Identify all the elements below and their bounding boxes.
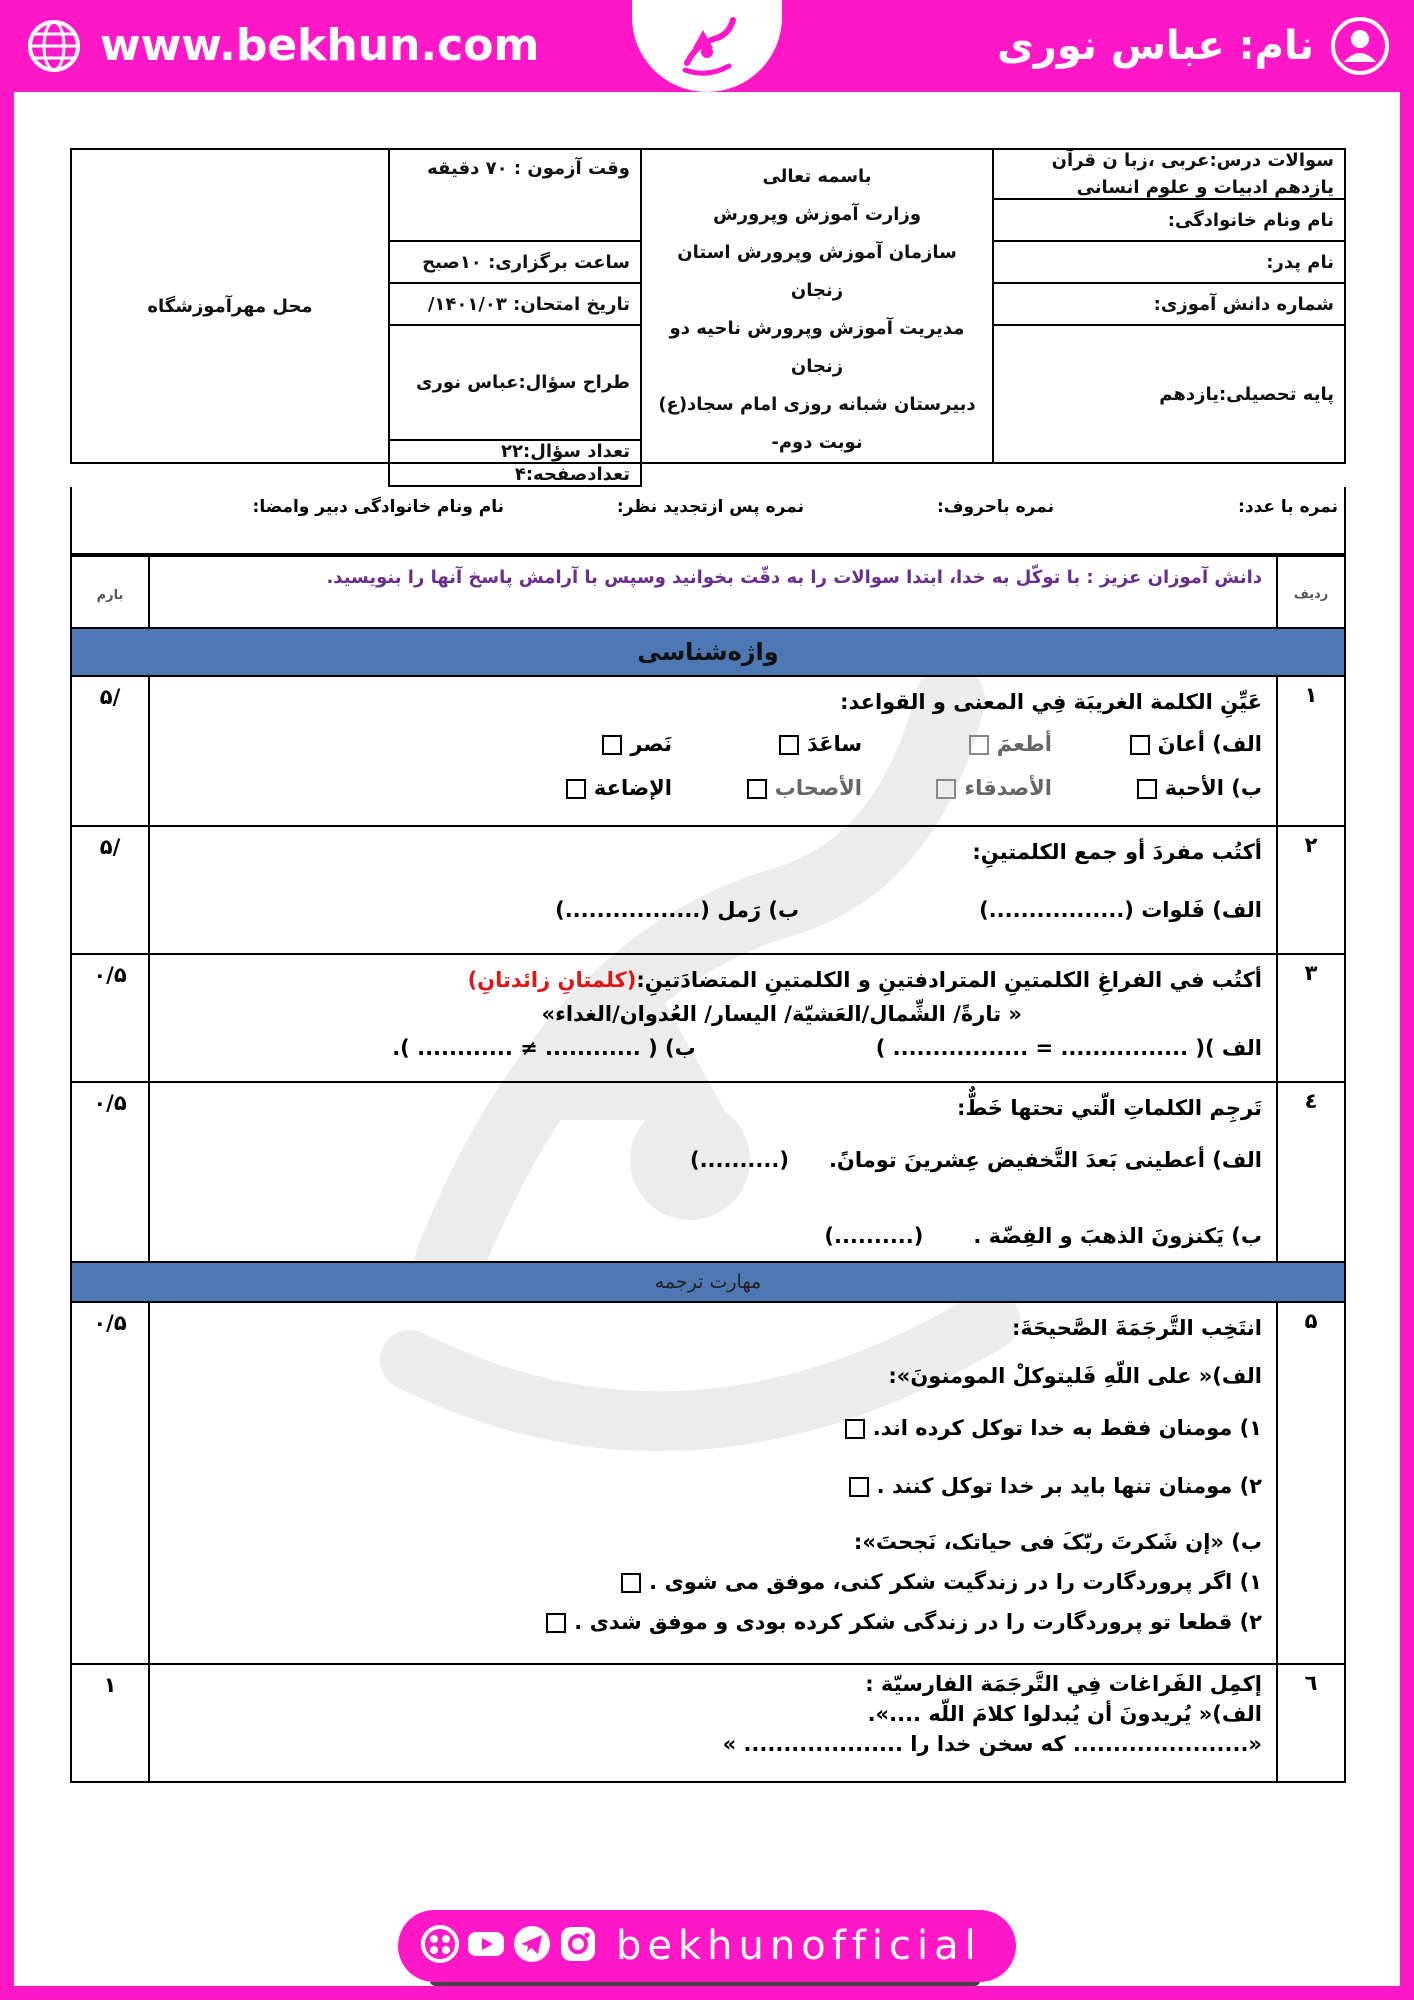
header-info-table — [70, 148, 1346, 487]
youtube-icon[interactable] — [466, 1924, 506, 1964]
instagram-icon[interactable] — [558, 1924, 598, 1964]
bekhun-logo-icon[interactable] — [667, 8, 747, 88]
q1-score: /۵ — [71, 676, 149, 826]
site-url[interactable]: www.bekhun.com — [100, 20, 540, 71]
q2: أكتُب مفردَ أو جمع الكلمتينِ: الف) فَلوات (.................) ب) رَمل (.................) — [149, 826, 1277, 954]
stamp-place: محل مهرآموزشگاه — [71, 149, 389, 463]
section-vocab: واژه‌شناسی — [71, 628, 1345, 676]
school-info: باسمه تعالی وزارت آموزش وپرورش سازمان آموزش وپرورش استان زنجان مدیریت آموزش وپرورش ناحیه دو زنجان دبیرستان شبانه روزی امام سجاد(ع) نوبت دوم- — [641, 149, 993, 463]
globe-icon — [26, 18, 82, 74]
q6-score: ۱ — [71, 1664, 149, 1782]
start-time: ساعت برگزاری: ۱۰صبح — [389, 241, 641, 283]
q6-number: ٦ — [1277, 1664, 1345, 1782]
q1-a-checkbox-2[interactable] — [969, 735, 989, 755]
q1-a-checkbox-4[interactable] — [602, 735, 622, 755]
author-name: نام: عباس نوری — [997, 23, 1314, 69]
q5-b-option2-checkbox[interactable] — [546, 1613, 566, 1633]
instruction-text: دانش آموزان عزیز : با توکّل به خدا، ابتدا سوالات را به دقّت بخوانید وسپس با آرامش پاسخ آنها را بنویسید. — [149, 556, 1277, 628]
grade-revised[interactable]: نمره پس ازتجدید نظر: — [616, 497, 804, 517]
q3: أكتُب في الفراغِ الكلمتينِ المترادفتينِ و الكلمتينِ المتضادَتينِ:(كلمتانِ زائدتانِ) « تارةً/ الشِّمال/العَشيّة/ اليسار/ العُدوان/الغداء» الف )( ................ = ................. ) ب) ( ............ ≠ ............ ). — [149, 954, 1277, 1082]
father-name-field[interactable]: نام پدر: — [993, 241, 1345, 283]
family-name-field[interactable]: نام ونام خانوادگی: — [993, 199, 1345, 241]
score-header: بارم — [71, 556, 149, 628]
q6: إكمِل الفَراغات فِي التَّرجَمَة الفارسیّة : الف)« یُریدونَ أن یُبدلوا کلامَ اللّه ....». «...................... که سخن خدا را .................... » — [149, 1664, 1277, 1782]
designer: طراح سؤال:عباس نوری — [389, 325, 641, 440]
subject: سوالات درس:عربی ،زبا ن قرآن یازدهم ادبیات و علوم انسانی — [993, 149, 1345, 199]
q1-b-checkbox-4[interactable] — [566, 779, 586, 799]
exam-date: تاریخ امتحان: ۱۴۰۱/۰۳/ — [389, 283, 641, 325]
q1-b-checkbox-3[interactable] — [747, 779, 767, 799]
questions-table — [70, 555, 1346, 1783]
q5-a-option1-checkbox[interactable] — [845, 1419, 865, 1439]
q5-b-option1-checkbox[interactable] — [621, 1573, 641, 1593]
row-header: ردیف — [1277, 556, 1345, 628]
q2-score: /۵ — [71, 826, 149, 954]
q2-a[interactable]: الف) فَلوات (.................) — [979, 898, 1262, 922]
education-level: پایه تحصیلی:یازدهم — [993, 325, 1345, 463]
q1-number: ۱ — [1277, 676, 1345, 826]
q3-score: ۰/۵ — [71, 954, 149, 1082]
q4-b-blank[interactable]: (..........) — [824, 1224, 924, 1248]
page-count: تعدادصفحه:۴ — [389, 463, 641, 486]
q6-answer-blank[interactable]: «...................... که سخن خدا را .................... » — [722, 1732, 1262, 1756]
q5: انتَخِب التَّرجَمَةَ الصَّحیحَةَ: الف)« علی اللّهِ فَلیتوکلْ المومنونَ»: ۱) مومنان فقط به خدا توکل کرده اند. ۲) مومنان تنها باید بر خدا توکل کنند . ب) «إن شَکرتَ ربّکَ فی حیاتک، نَجحتَ»: ۱) اگر پروردگارت را در زندگیت شکر کنی، موفق می شوی . ۲) قطعا تو پروردگارت را در زندگی شکر کرده بودی و موفق شدی . — [149, 1302, 1277, 1664]
q3-b[interactable]: ب) ( ............ ≠ ............ ). — [392, 1036, 696, 1060]
teacher-signature[interactable]: نام ونام خانوادگی دبیر وامضا: — [252, 497, 504, 517]
q4-a-blank[interactable]: (..........) — [689, 1148, 789, 1172]
q4-score: ۰/۵ — [71, 1082, 149, 1262]
social-bar — [398, 1910, 1016, 1982]
user-icon — [1330, 16, 1390, 76]
q2-b[interactable]: ب) رَمل (.................) — [555, 898, 800, 922]
q4-number: ٤ — [1277, 1082, 1345, 1262]
telegram-icon[interactable] — [512, 1924, 552, 1964]
grades-row — [70, 487, 1346, 555]
q3-a[interactable]: الف )( ................ = ................. ) — [875, 1036, 1262, 1060]
student-number-field[interactable]: شماره دانش آموزی: — [993, 283, 1345, 325]
q5-score: ۰/۵ — [71, 1302, 149, 1664]
social-handle[interactable]: bekhunofficial — [616, 1923, 982, 1969]
q1-b-checkbox-1[interactable] — [1137, 779, 1157, 799]
exam-time: وقت آزمون : ۷۰ دقیقه — [389, 149, 641, 241]
q1: عَیِّنِ الکلمة الغریبَة فِي المعنی و القواعد: الف) أعانَ أطعمَ ساعَدَ نَصر ب) الأحبة الأصدقاء الأصحاب الإضاعة — [149, 676, 1277, 826]
q5-a-option2-checkbox[interactable] — [849, 1477, 869, 1497]
grade-numeric[interactable]: نمره با عدد: — [1238, 497, 1338, 517]
section-translation: مهارت ترجمه — [71, 1262, 1345, 1302]
q4: تَرجِم الكلماتِ الّتي تحتها خَطٌّ: الف) أعطینی بَعدَ التَّخفیض عِشرینَ تومانً. (..........) ب) یَکنزونَ الذهبَ و الفِضّة . (..........) — [149, 1082, 1277, 1262]
aparat-icon[interactable] — [420, 1924, 460, 1964]
exam-sheet — [70, 148, 1346, 1783]
q5-number: ۵ — [1277, 1302, 1345, 1664]
q2-number: ۲ — [1277, 826, 1345, 954]
q1-a-checkbox-1[interactable] — [1130, 735, 1150, 755]
q3-extra-note: (كلمتانِ زائدتانِ) — [467, 968, 637, 992]
q3-word-bank: « تارةً/ الشِّمال/العَشيّة/ اليسار/ العُدوان/الغداء» — [541, 1002, 1022, 1026]
q1-b-checkbox-2[interactable] — [936, 779, 956, 799]
grade-letters[interactable]: نمره باحروف: — [936, 497, 1054, 517]
q1-a-checkbox-3[interactable] — [779, 735, 799, 755]
q3-number: ۳ — [1277, 954, 1345, 1082]
question-count: تعداد سؤال:۲۲ — [389, 440, 641, 463]
